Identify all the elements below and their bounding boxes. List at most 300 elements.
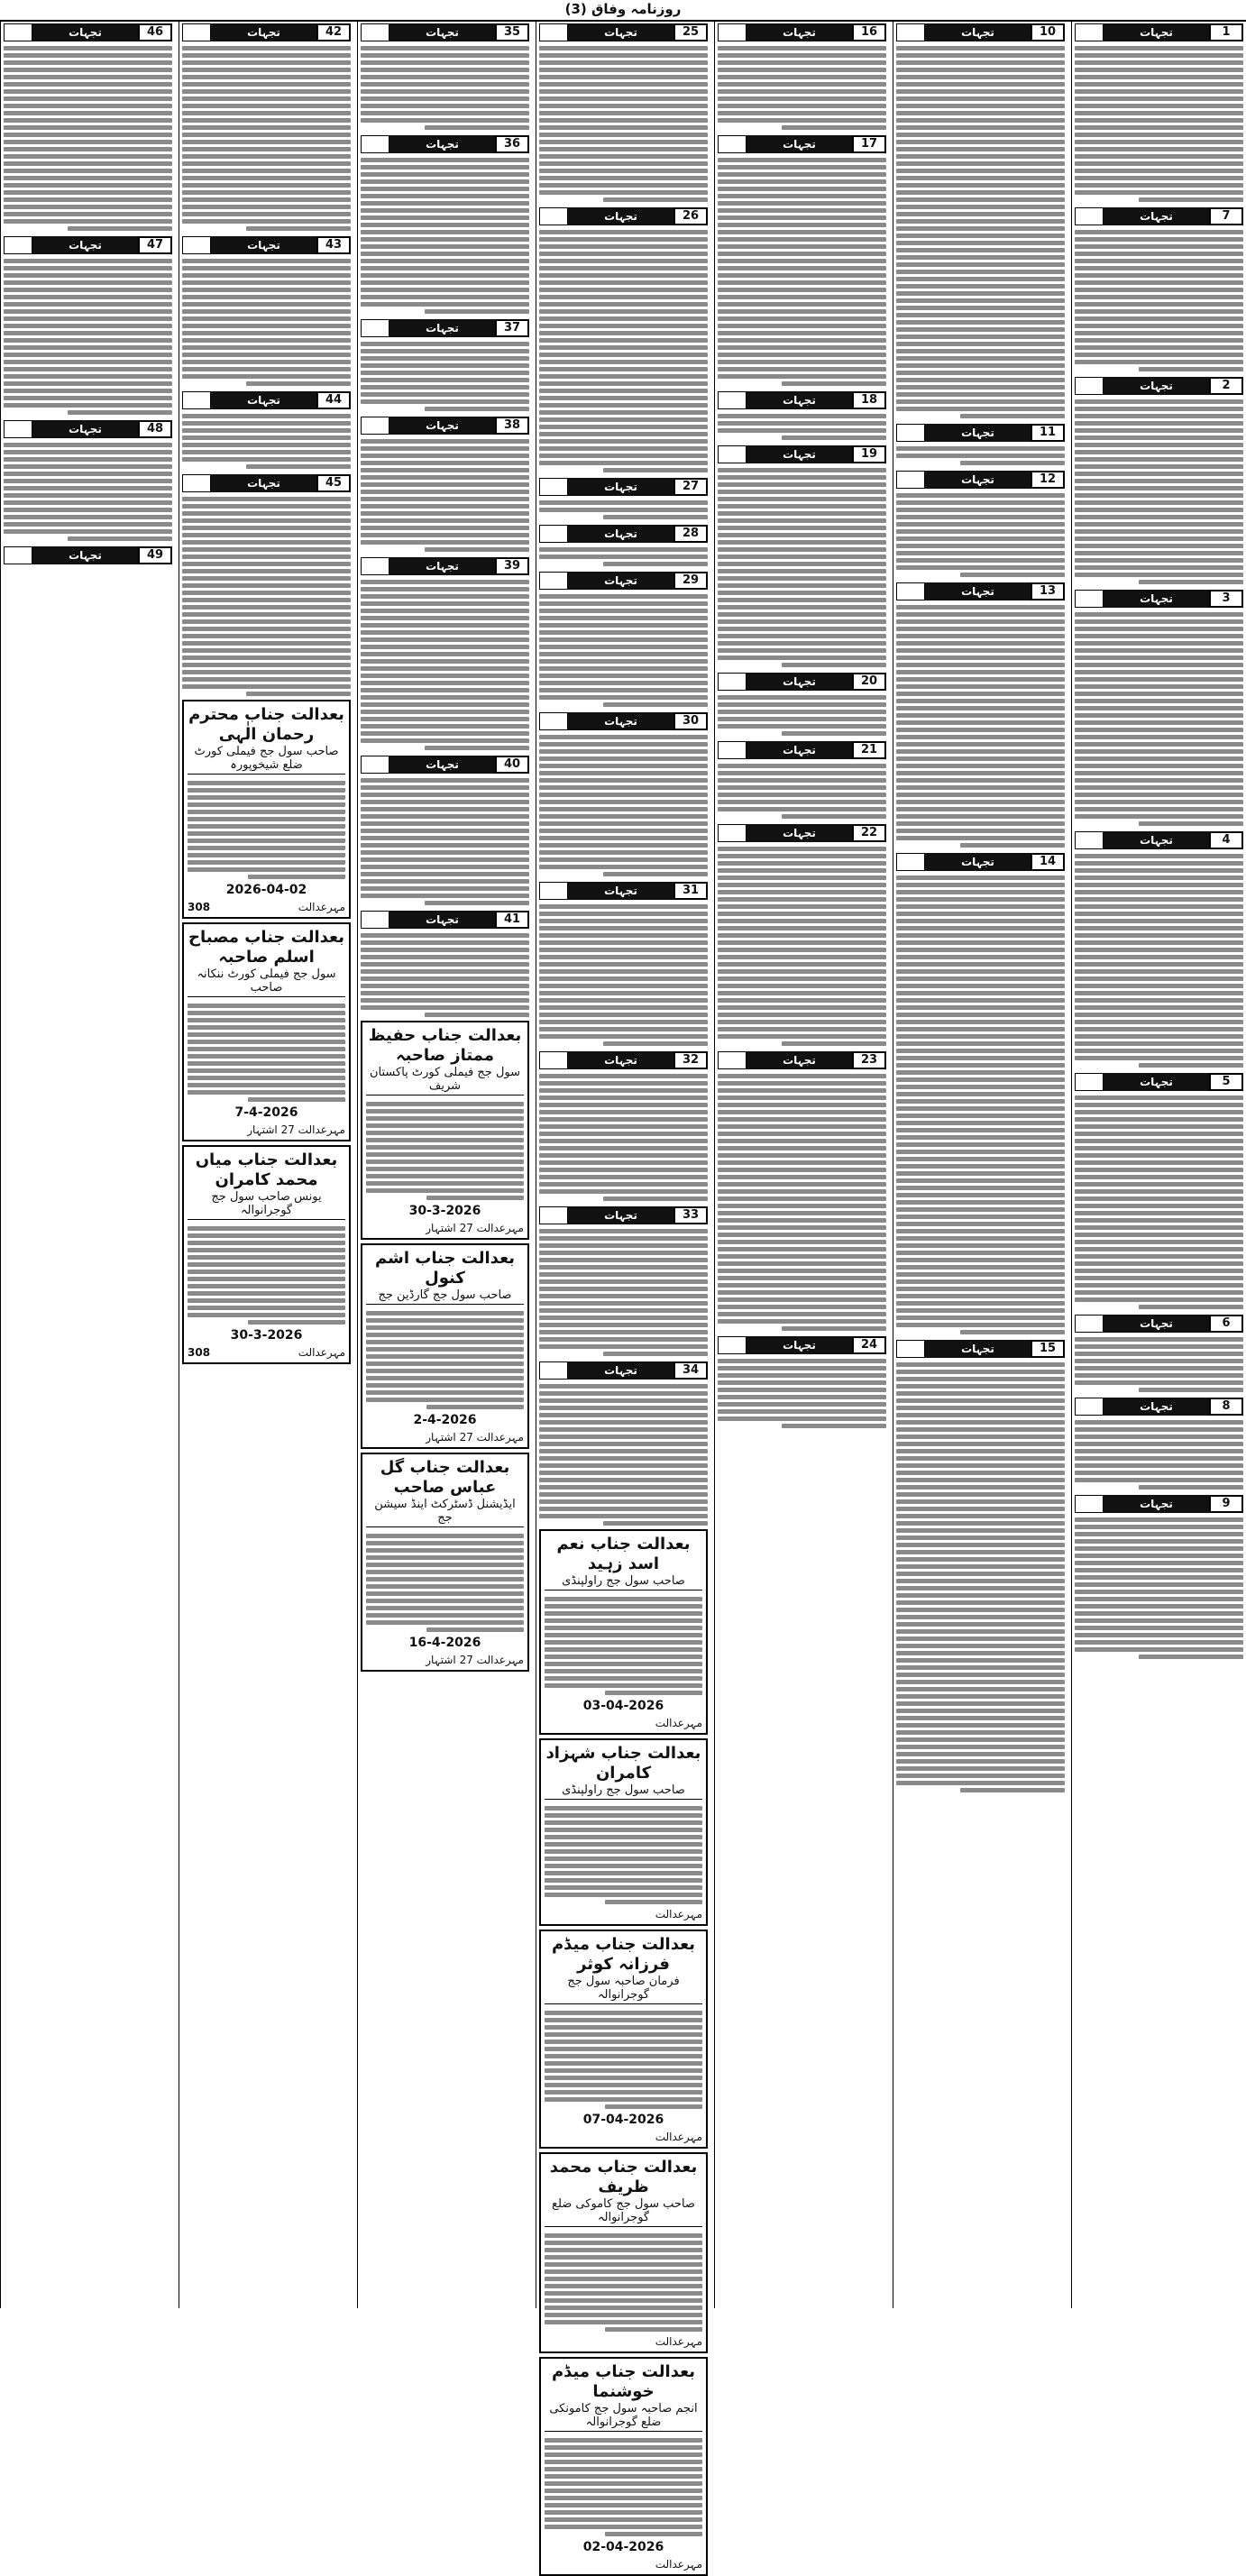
text-line	[896, 169, 1065, 173]
text-line	[718, 547, 886, 552]
text-line	[361, 96, 529, 101]
text-line	[4, 450, 172, 454]
text-line	[1075, 1020, 1243, 1024]
item-label: تجہات	[747, 673, 852, 691]
text-line	[361, 843, 529, 848]
text-line	[361, 259, 529, 263]
text-line	[782, 125, 886, 130]
text-line	[539, 865, 708, 869]
item-text-lines	[1075, 227, 1243, 371]
text-line	[718, 1416, 886, 1421]
text-line	[361, 948, 529, 952]
text-line	[539, 389, 708, 393]
text-line	[603, 515, 708, 519]
text-line	[896, 1150, 1065, 1154]
text-line	[1075, 1189, 1243, 1194]
item-number: 18	[852, 391, 886, 409]
text-line	[182, 324, 351, 328]
item-label: تجہات	[1104, 207, 1209, 225]
text-line	[718, 338, 886, 343]
item-label: تجہات	[925, 424, 1031, 442]
text-line	[896, 565, 1065, 570]
text-line	[896, 1550, 1065, 1554]
text-line	[1075, 1175, 1243, 1179]
text-line	[896, 1085, 1065, 1089]
text-line	[718, 1402, 886, 1407]
text-line	[718, 324, 886, 328]
text-line	[1075, 764, 1243, 768]
text-line	[539, 1236, 708, 1241]
classified-item	[539, 22, 708, 202]
text-line	[718, 345, 886, 350]
text-line	[896, 1499, 1065, 1504]
item-label: تجہات	[747, 1051, 852, 1069]
text-line	[896, 446, 1065, 451]
text-line	[1075, 641, 1243, 646]
text-line	[1075, 933, 1243, 938]
text-line	[896, 508, 1065, 512]
text-line	[896, 385, 1065, 390]
text-line	[545, 1626, 702, 1630]
text-line	[896, 991, 1065, 995]
text-line	[1075, 338, 1243, 343]
text-line	[1075, 161, 1243, 166]
text-line	[182, 670, 351, 674]
text-line	[718, 1359, 886, 1363]
notice-title: بعدالت جناب محترم رحمان الٰہی	[188, 705, 344, 744]
text-line	[539, 1229, 708, 1233]
classified-item	[361, 555, 529, 750]
text-line	[545, 2018, 702, 2022]
text-line	[1139, 580, 1243, 584]
text-line	[718, 702, 886, 707]
text-line	[896, 1142, 1065, 1147]
text-line	[361, 349, 529, 353]
text-line	[1075, 948, 1243, 952]
text-line	[545, 2496, 702, 2500]
notice-date: 2-4-2026	[413, 1413, 477, 1427]
text-line	[545, 2068, 702, 2073]
item-label: تجہات	[389, 911, 495, 929]
text-line	[366, 1340, 524, 1344]
text-line	[425, 746, 529, 750]
text-line	[361, 295, 529, 299]
notice-footer	[545, 1908, 702, 1921]
text-line	[545, 1878, 702, 1883]
item-tag-tail	[1075, 23, 1104, 41]
text-line	[366, 1548, 524, 1553]
text-line	[182, 374, 351, 379]
text-line	[182, 569, 351, 573]
text-line	[545, 2032, 702, 2037]
text-line	[1075, 1240, 1243, 1244]
item-label: تجہات	[747, 391, 852, 409]
text-line	[896, 1027, 1065, 1031]
text-line	[361, 490, 529, 494]
notice-code: 308	[188, 1346, 211, 1359]
item-tag	[361, 756, 529, 774]
notice-seal-text: مہرعدالت	[298, 901, 345, 913]
text-line	[896, 1521, 1065, 1526]
text-line	[1075, 486, 1243, 490]
item-label: تجہات	[747, 824, 852, 842]
text-line	[545, 1618, 702, 1623]
text-line	[539, 645, 708, 649]
text-line	[896, 1622, 1065, 1627]
item-tag	[539, 23, 708, 41]
text-line	[361, 637, 529, 642]
text-line	[896, 313, 1065, 317]
text-line	[539, 695, 708, 700]
text-line	[182, 457, 351, 462]
newspaper-header	[0, 0, 1246, 22]
text-line	[718, 259, 886, 263]
text-line	[366, 1325, 524, 1330]
text-line	[896, 1106, 1065, 1111]
item-number: 37	[495, 319, 529, 337]
text-line	[718, 1160, 886, 1165]
text-line	[366, 1613, 524, 1618]
notice-title: بعدالت جناب گل عباس صاحب	[380, 1458, 510, 1497]
item-label: تجہات	[925, 582, 1031, 600]
text-line	[1075, 1575, 1243, 1580]
text-line	[1075, 1561, 1243, 1565]
text-line	[545, 1820, 702, 1825]
text-line	[896, 1099, 1065, 1104]
text-line	[539, 353, 708, 357]
item-tag-tail	[539, 1051, 568, 1069]
text-line	[361, 439, 529, 444]
text-line	[361, 933, 529, 938]
text-line	[425, 407, 529, 411]
text-line	[896, 1781, 1065, 1785]
item-label: تجہات	[568, 882, 673, 900]
text-line	[182, 280, 351, 285]
notice-title: بعدالت جناب محمد ظریف	[549, 2158, 698, 2196]
text-line	[539, 1287, 708, 1291]
text-line	[361, 886, 529, 891]
text-line	[1075, 508, 1243, 512]
text-line	[896, 1680, 1065, 1684]
item-label: تجہات	[925, 23, 1031, 41]
text-line	[718, 46, 886, 50]
text-line	[366, 1102, 524, 1106]
text-line	[539, 1384, 708, 1389]
text-line	[1075, 868, 1243, 873]
text-line	[896, 641, 1065, 646]
notice-subtitle: فرمان صاحبہ سول جج گوجرانوالہ	[545, 1975, 702, 2004]
text-line	[545, 2277, 702, 2281]
text-line	[896, 378, 1065, 382]
text-line	[896, 493, 1065, 498]
text-line	[539, 688, 708, 692]
text-line	[896, 1608, 1065, 1612]
text-line	[182, 414, 351, 418]
text-line	[1075, 183, 1243, 188]
text-line	[718, 367, 886, 371]
text-line	[366, 1160, 524, 1164]
text-line	[718, 302, 886, 307]
text-line	[603, 872, 708, 876]
text-line	[539, 623, 708, 628]
text-line	[361, 681, 529, 685]
text-line	[182, 125, 351, 130]
text-line	[539, 432, 708, 436]
item-tag	[361, 23, 529, 41]
text-line	[718, 374, 886, 379]
text-line	[539, 1478, 708, 1482]
text-line	[896, 1128, 1065, 1132]
text-line	[361, 814, 529, 819]
item-text-lines	[718, 155, 886, 386]
text-line	[539, 500, 708, 505]
text-line	[1075, 1546, 1243, 1551]
text-line	[361, 482, 529, 487]
text-line	[718, 518, 886, 523]
text-line	[545, 2097, 702, 2102]
text-line	[718, 655, 886, 660]
text-line	[1075, 421, 1243, 426]
text-line	[366, 1116, 524, 1121]
text-line	[896, 1236, 1065, 1241]
text-line	[539, 1301, 708, 1306]
text-line	[896, 1041, 1065, 1046]
notice-subtitle: سول جج فیملی کورٹ ننکانہ صاحب	[188, 967, 345, 997]
text-line	[1075, 699, 1243, 703]
text-line	[896, 814, 1065, 819]
text-line	[896, 764, 1065, 768]
text-line	[718, 695, 886, 700]
text-line	[361, 587, 529, 591]
text-line	[539, 1492, 708, 1497]
text-line	[361, 717, 529, 721]
classified-item	[539, 476, 708, 519]
text-line	[188, 1032, 345, 1037]
text-line	[1075, 68, 1243, 72]
text-line	[545, 2313, 702, 2317]
text-line	[718, 179, 886, 184]
classified-item	[1075, 1396, 1243, 1490]
text-line	[1075, 288, 1243, 292]
text-line	[545, 1676, 702, 1681]
item-number: 17	[852, 135, 886, 153]
item-number: 48	[138, 420, 172, 438]
text-line	[896, 948, 1065, 952]
text-line	[896, 1615, 1065, 1619]
text-line	[545, 2083, 702, 2087]
text-line	[718, 158, 886, 162]
text-line	[545, 1885, 702, 1890]
text-line	[182, 176, 351, 180]
classified-item	[718, 133, 886, 386]
text-line	[1075, 125, 1243, 130]
text-line	[539, 674, 708, 678]
text-line	[182, 583, 351, 588]
text-line	[4, 353, 172, 357]
text-line	[896, 926, 1065, 930]
text-line	[539, 280, 708, 285]
item-number: 5	[1209, 1073, 1243, 1091]
text-line	[718, 1013, 886, 1017]
item-label: تجہات	[747, 445, 852, 463]
text-line	[718, 360, 886, 364]
text-line	[182, 96, 351, 101]
item-number: 9	[1209, 1495, 1243, 1513]
text-line	[361, 702, 529, 707]
text-line	[896, 692, 1065, 696]
text-line	[896, 749, 1065, 754]
item-tag-tail	[896, 853, 925, 871]
text-line	[896, 270, 1065, 274]
text-line	[718, 540, 886, 545]
item-label: تجہات	[389, 557, 495, 575]
text-line	[545, 2510, 702, 2515]
notice-subtitle: سول جج فیملی کورٹ پاکستان شریف	[366, 1066, 524, 1095]
item-label: تجہات	[1104, 590, 1209, 608]
text-line	[718, 504, 886, 509]
text-line	[539, 1095, 708, 1100]
text-line	[896, 1265, 1065, 1270]
text-line	[4, 360, 172, 364]
text-line	[1075, 345, 1243, 350]
notice-seal-text: مہرعدالت 27 اشتہار	[426, 1222, 524, 1234]
text-line	[718, 717, 886, 721]
text-line	[539, 616, 708, 620]
text-line	[182, 511, 351, 516]
text-line	[545, 2269, 702, 2274]
text-line	[1075, 551, 1243, 555]
column-6	[179, 22, 353, 2308]
text-line	[366, 1577, 524, 1581]
text-line	[361, 215, 529, 220]
notice-date: 02-04-2026	[582, 2540, 664, 2554]
text-line	[539, 454, 708, 458]
text-line	[539, 446, 708, 451]
text-line	[1075, 1471, 1243, 1475]
text-line	[1075, 360, 1243, 364]
text-line	[1075, 1261, 1243, 1266]
text-line	[361, 68, 529, 72]
text-line	[361, 533, 529, 537]
text-line	[1075, 1554, 1243, 1558]
text-line	[896, 940, 1065, 945]
text-line	[361, 356, 529, 361]
text-line	[1075, 890, 1243, 894]
text-line	[1075, 1225, 1243, 1230]
text-line	[1075, 919, 1243, 923]
text-line	[539, 60, 708, 65]
text-line	[896, 1536, 1065, 1540]
text-line	[1075, 1626, 1243, 1630]
text-line	[182, 497, 351, 501]
text-line	[366, 1152, 524, 1157]
text-line	[1075, 793, 1243, 797]
text-line	[896, 1308, 1065, 1313]
text-line	[539, 1391, 708, 1396]
classified-item	[182, 22, 351, 231]
text-line	[545, 2262, 702, 2267]
text-line	[361, 179, 529, 184]
text-line	[605, 2104, 703, 2109]
text-line	[718, 223, 886, 227]
text-line	[1075, 515, 1243, 519]
item-number: 11	[1031, 424, 1065, 442]
text-line	[1075, 1168, 1243, 1172]
text-line	[718, 1305, 886, 1309]
text-line	[718, 1027, 886, 1031]
text-line	[896, 1135, 1065, 1140]
text-line	[182, 259, 351, 263]
text-line	[188, 824, 345, 829]
text-line	[361, 807, 529, 811]
text-line	[896, 1049, 1065, 1053]
text-line	[248, 1097, 346, 1102]
text-line	[718, 1074, 886, 1078]
text-line	[361, 266, 529, 270]
text-line	[361, 446, 529, 451]
text-line	[1075, 1611, 1243, 1616]
item-number: 49	[138, 546, 172, 564]
notice-text-lines	[188, 1224, 345, 1325]
text-line	[361, 172, 529, 177]
text-line	[361, 187, 529, 191]
text-line	[718, 569, 886, 573]
item-tag	[896, 582, 1065, 600]
text-line	[896, 998, 1065, 1003]
classified-item	[361, 909, 529, 1017]
text-line	[1075, 756, 1243, 761]
text-line	[545, 2474, 702, 2479]
text-line	[4, 295, 172, 299]
text-line	[539, 829, 708, 833]
text-line	[896, 1114, 1065, 1118]
text-line	[4, 68, 172, 72]
text-line	[1075, 75, 1243, 79]
item-number: 16	[852, 23, 886, 41]
notice-seal-text: مہرعدالت 27 اشتہار	[426, 1431, 524, 1444]
text-line	[718, 1189, 886, 1194]
text-line	[182, 212, 351, 216]
item-number: 19	[852, 445, 886, 463]
text-line	[182, 648, 351, 653]
notice-subtitle: ایڈیشنل ڈسٹرکٹ اینڈ سیشن جج	[366, 1498, 524, 1527]
text-line	[1075, 1034, 1243, 1039]
text-line	[603, 468, 708, 472]
item-tag	[1075, 377, 1243, 395]
text-line	[182, 576, 351, 581]
notice-footer	[545, 2558, 702, 2571]
text-line	[896, 807, 1065, 811]
text-line	[896, 197, 1065, 202]
item-text-lines	[539, 498, 708, 519]
text-line	[1139, 821, 1243, 826]
text-line	[896, 670, 1065, 674]
text-line	[361, 962, 529, 967]
text-line	[896, 1586, 1065, 1591]
text-line	[182, 619, 351, 624]
text-line	[539, 912, 708, 916]
text-line	[539, 904, 708, 909]
notice-text-lines	[545, 2231, 702, 2332]
notice-subtitle: صاحب سول جج راولپنڈی	[545, 1783, 702, 1800]
item-tag-tail	[539, 572, 568, 590]
text-line	[718, 875, 886, 880]
text-line	[718, 1380, 886, 1385]
item-label: تجہات	[568, 23, 673, 41]
item-text-lines	[1075, 397, 1243, 584]
item-tag	[896, 1340, 1065, 1358]
text-line	[539, 749, 708, 754]
